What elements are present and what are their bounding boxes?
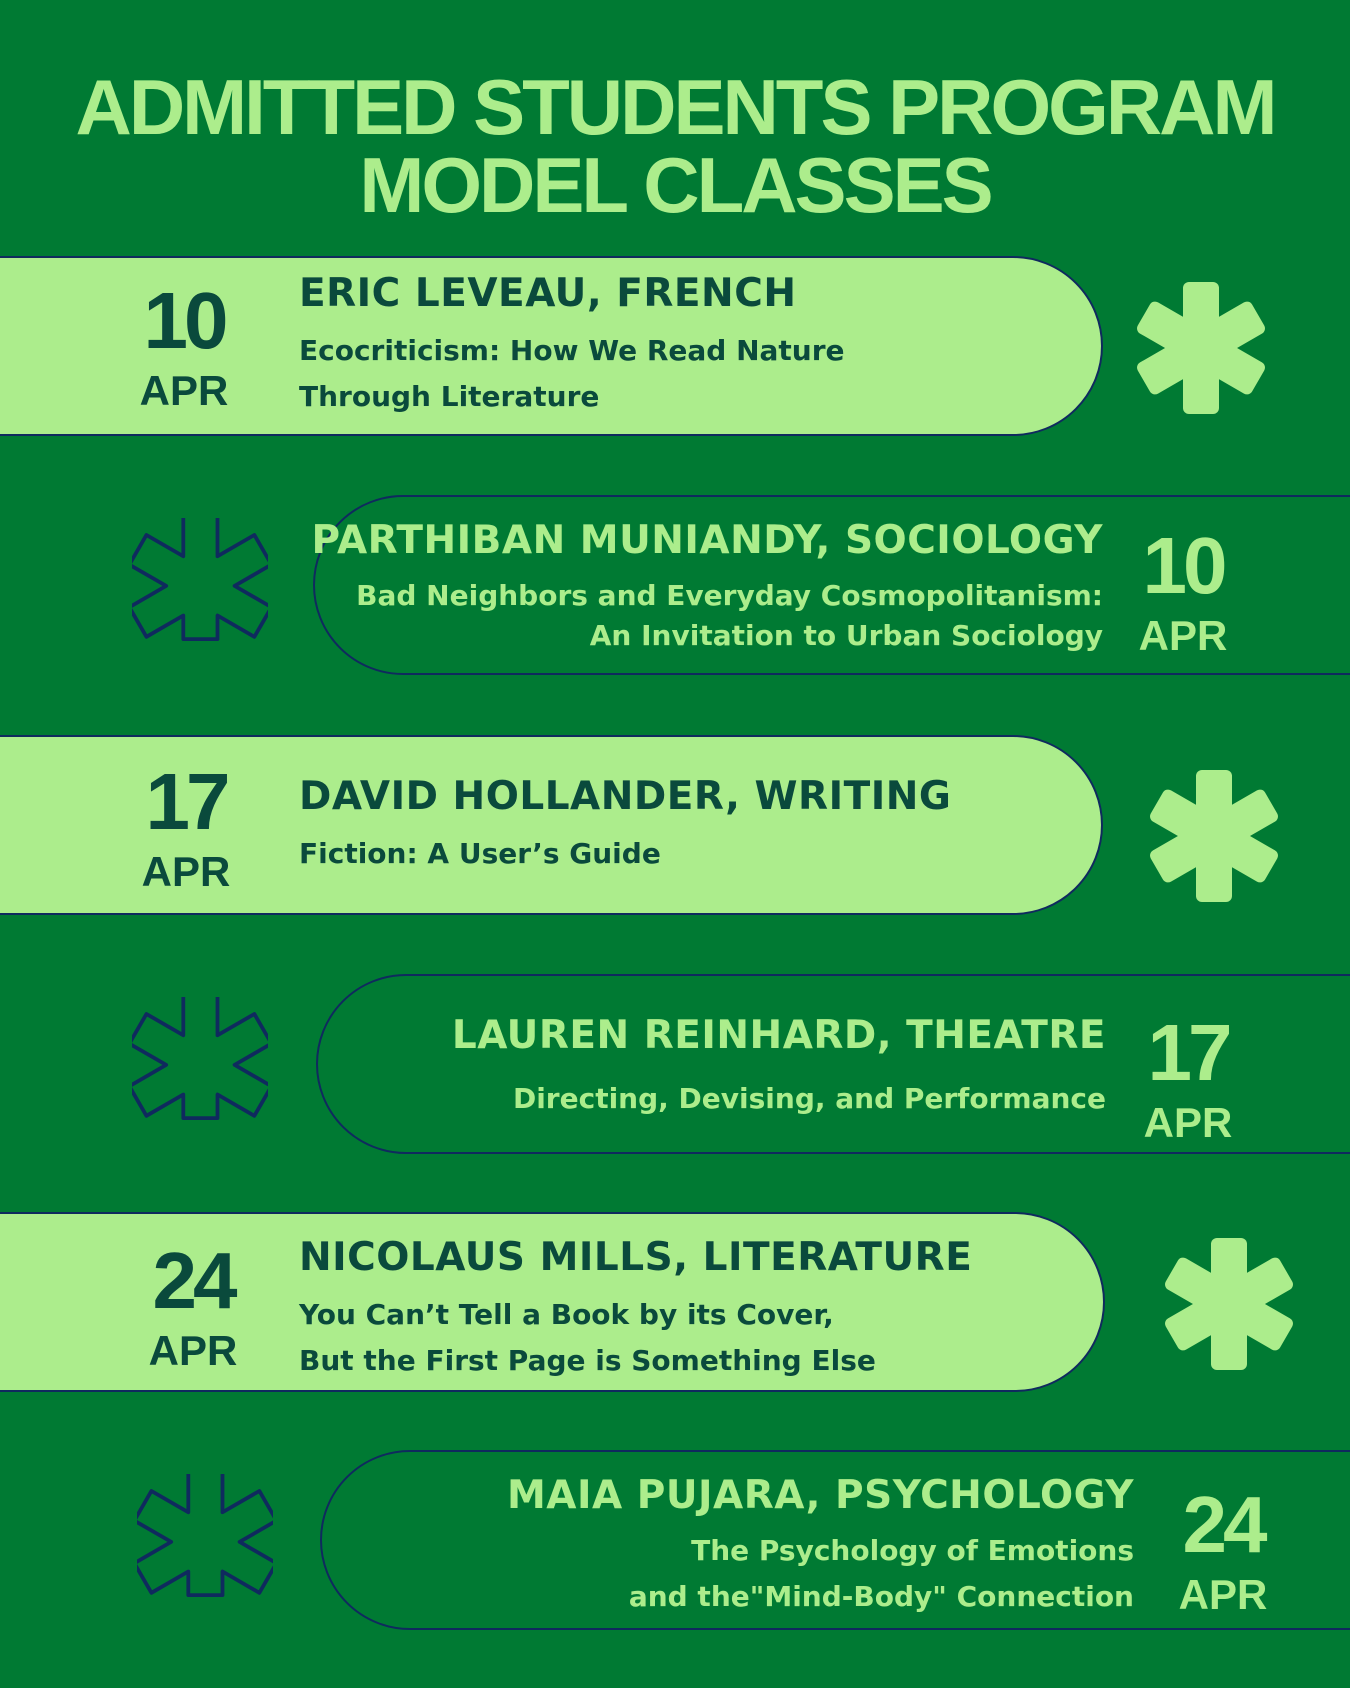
instructor-name: LAUREN REINHARD, THEATRE [451, 1013, 1106, 1058]
date-badge [128, 1236, 258, 1374]
date-day: 10 [1142, 521, 1224, 610]
asterisk-outline-icon [132, 518, 268, 654]
date-month: APR [141, 848, 231, 895]
class-card-6 [320, 1450, 1350, 1630]
asterisk-outline-icon [132, 997, 268, 1133]
date-badge [124, 757, 248, 895]
class-card-5 [0, 1212, 1105, 1392]
class-title-line-1: The Psychology of Emotions [691, 1534, 1134, 1567]
class-card-3 [0, 735, 1103, 915]
date-day: 24 [1182, 1480, 1264, 1569]
asterisk-solid-icon [1133, 280, 1269, 416]
class-title-line-2: and the"Mind-Body" Connection [628, 1580, 1134, 1613]
date-badge [1123, 521, 1243, 659]
class-card-4 [316, 974, 1350, 1154]
instructor-name: ERIC LEVEAU, FRENCH [299, 271, 797, 316]
asterisk-solid-icon [1161, 1236, 1297, 1372]
page-title [0, 63, 1350, 229]
date-day: 17 [145, 757, 227, 846]
date-badge [1158, 1480, 1288, 1618]
asterisk-outline-icon [137, 1474, 273, 1610]
date-badge [1128, 1008, 1248, 1146]
instructor-name: NICOLAUS MILLS, LITERATURE [299, 1235, 973, 1280]
date-day: 24 [152, 1236, 234, 1325]
instructor-name: MAIA PUJARA, PSYCHOLOGY [507, 1473, 1134, 1518]
date-day: 17 [1147, 1008, 1229, 1097]
class-title-line-1: You Can’t Tell a Book by its Cover, [299, 1298, 834, 1331]
class-title-line-2: But the First Page is Something Else [299, 1344, 876, 1377]
title-line-2: MODEL CLASSES [359, 141, 991, 229]
class-title-line-2: An Invitation to Urban Sociology [589, 619, 1103, 652]
date-month: APR [1138, 612, 1228, 659]
class-card-2 [313, 495, 1350, 675]
date-month: APR [148, 1327, 238, 1374]
class-card-1 [0, 256, 1103, 436]
title-line-1: ADMITTED STUDENTS PROGRAM [75, 63, 1275, 151]
date-month: APR [1178, 1571, 1268, 1618]
asterisk-solid-icon [1146, 768, 1282, 904]
class-title-line-1: Ecocriticism: How We Read Nature [299, 334, 845, 367]
instructor-name: PARTHIBAN MUNIANDY, SOCIOLOGY [311, 518, 1103, 563]
class-title-line-2: Through Literature [299, 380, 600, 413]
class-title-line-1: Bad Neighbors and Everyday Cosmopolitanism: [356, 579, 1103, 612]
class-title-line-1: Directing, Devising, and Performance [512, 1082, 1106, 1115]
date-day: 10 [143, 276, 225, 365]
date-month: APR [139, 367, 229, 414]
date-month: APR [1143, 1099, 1233, 1146]
class-title-line-1: Fiction: A User’s Guide [299, 837, 661, 870]
instructor-name: DAVID HOLLANDER, WRITING [299, 774, 952, 819]
date-badge [122, 276, 246, 414]
